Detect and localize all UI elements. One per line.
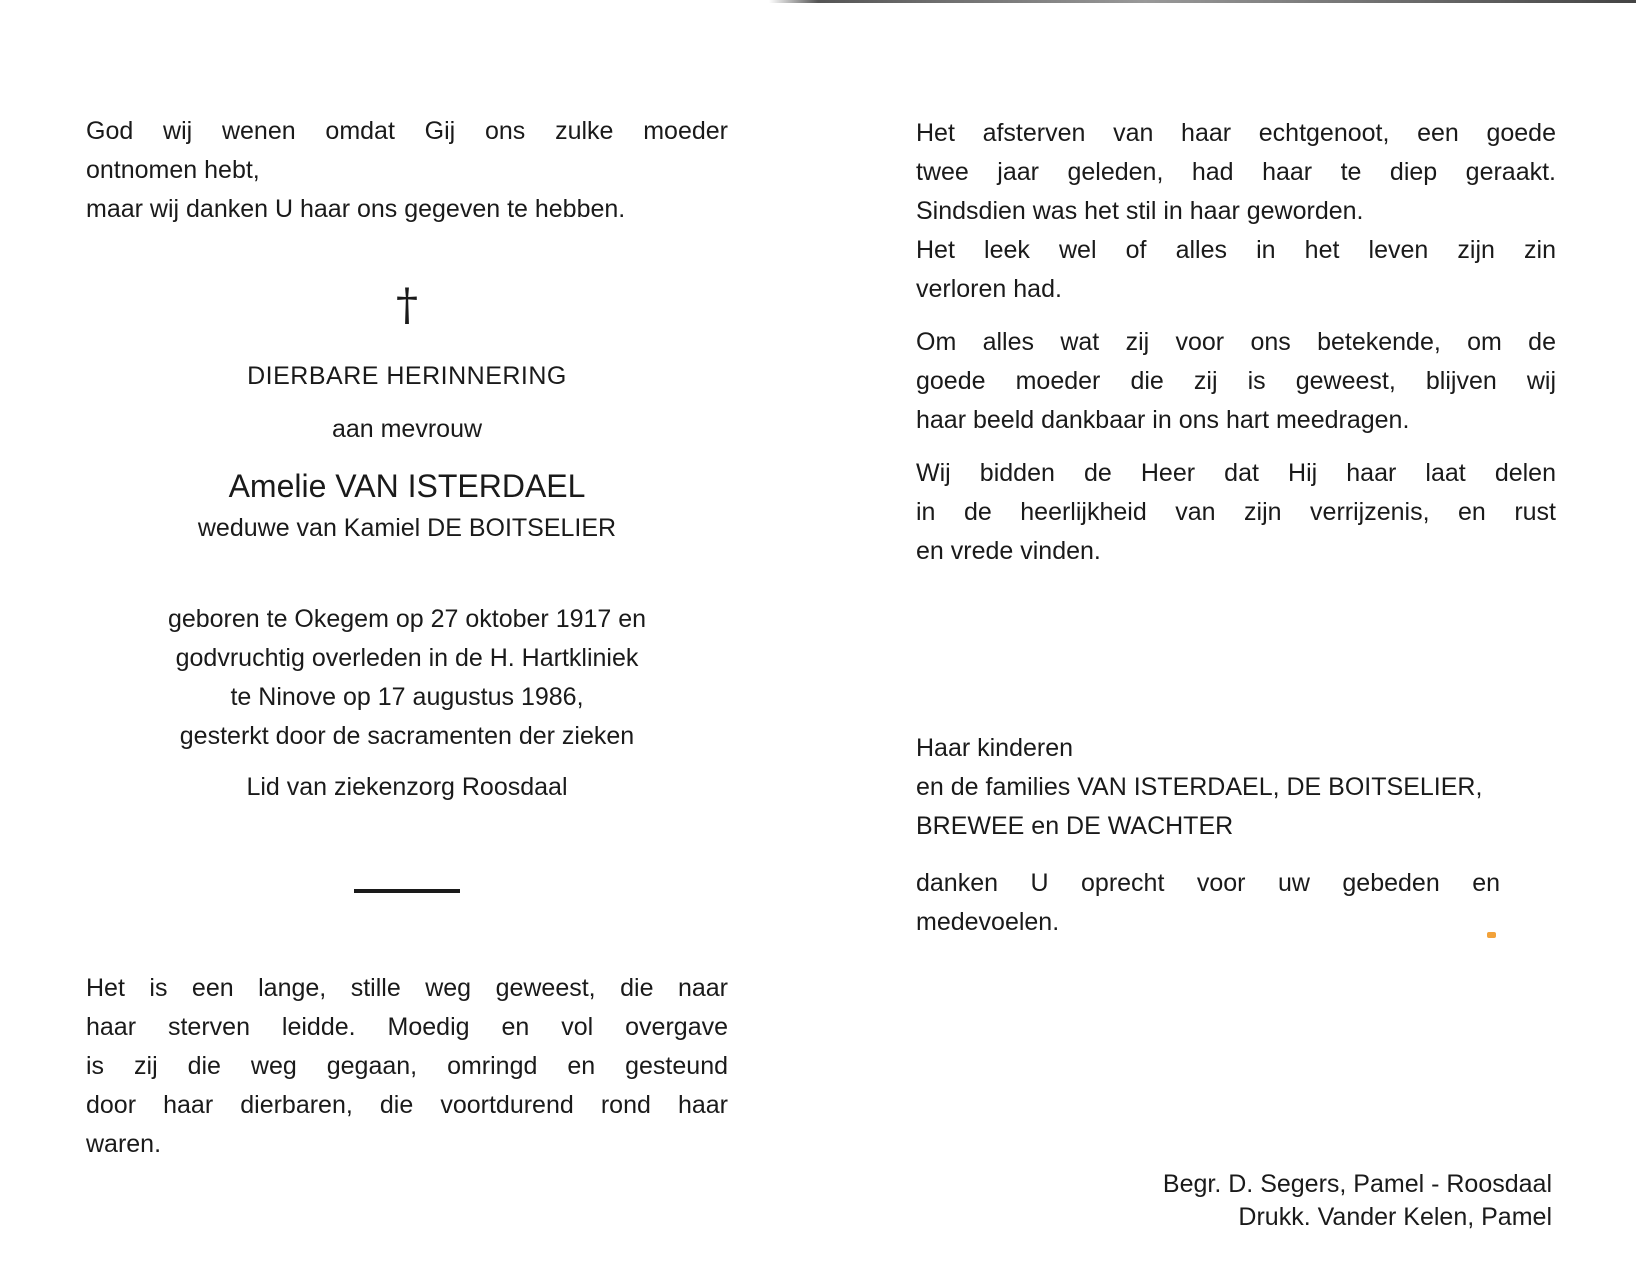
thanks-paragraph (916, 864, 1500, 942)
text-line: Het leek wel of alles in het leven zijn zin (916, 236, 1556, 264)
text-line: en vrede vinden. (916, 537, 1101, 565)
text-line: Wij bidden de Heer dat Hij haar laat delen (916, 459, 1556, 487)
text-line: Het afsterven van haar echtgenoot, een goede (916, 119, 1556, 147)
text-line: goede moeder die zij is geweest, blijven wij (916, 367, 1556, 395)
story-paragraph (86, 969, 728, 1164)
widow-of: weduwe van Kamiel DE BOITSELIER (197, 514, 617, 542)
membership: Lid van ziekenzorg Roosdaal (246, 773, 568, 801)
funeral-director: Begr. D. Segers, Pamel - Roosdaal (1162, 1170, 1552, 1198)
life-line: gesterkt door de sacramenten der zieken (179, 722, 635, 750)
text-line: verloren had. (916, 275, 1062, 303)
family-line: Haar kinderen (916, 734, 1074, 762)
paragraph-remembrance (916, 323, 1556, 440)
printer-credits (1163, 1168, 1552, 1234)
text-line: twee jaar geleden, had haar te diep geraakt. (916, 158, 1556, 186)
cross-icon: † (396, 280, 418, 331)
opening-verse (86, 112, 728, 229)
story-line: haar sterven leidde. Moedig en vol overgave (86, 1013, 728, 1041)
family-signature (916, 729, 1556, 846)
life-line: te Ninove op 17 augustus 1986, (230, 683, 584, 711)
memorial-heading: DIERBARE HERINNERING (247, 362, 567, 390)
printer: Drukk. Vander Kelen, Pamel (1238, 1203, 1552, 1231)
thanks-line: medevoelen. (916, 908, 1060, 936)
verse-line: ontnomen hebt, (86, 156, 260, 184)
card-top-edge (0, 0, 1636, 3)
deceased-name: Amelie VAN ISTERDAEL (228, 468, 586, 504)
left-panel (86, 112, 728, 1164)
verse-line: God wij wenen omdat Gij ons zulke moeder (86, 117, 728, 145)
text-line: in de heerlijkheid van zijn verrijzenis, en rust (916, 498, 1556, 526)
story-line: waren. (86, 1130, 162, 1158)
divider-rule (354, 889, 460, 893)
verse-line: maar wij danken U haar ons gegeven te hebben. (86, 195, 626, 223)
salutation: aan mevrouw (331, 415, 483, 443)
life-details (86, 600, 728, 756)
life-line: geboren te Okegem op 27 oktober 1917 en (167, 605, 647, 633)
paragraph-prayer (916, 454, 1556, 571)
paragraph-loss (916, 114, 1556, 231)
text-line: haar beeld dankbaar in ons hart meedragen. (916, 406, 1410, 434)
text-line: Sindsdien was het stil in haar geworden. (916, 197, 1364, 225)
life-line: godvruchtig overleden in de H. Hartkliniek (175, 644, 639, 672)
right-panel (916, 114, 1556, 942)
story-line: is zij die weg gegaan, omringd en gesteund (86, 1052, 728, 1080)
paragraph-meaning (916, 231, 1556, 309)
text-line: Om alles wat zij voor ons betekende, om de (916, 328, 1556, 356)
thanks-line: danken U oprecht voor uw gebeden en (916, 869, 1500, 897)
story-line: Het is een lange, stille weg geweest, die naar (86, 974, 728, 1002)
family-line: BREWEE en DE WACHTER (916, 812, 1234, 840)
ink-spot (1487, 932, 1496, 938)
story-line: door haar dierbaren, die voortdurend rond haar (86, 1091, 728, 1119)
family-line: en de families VAN ISTERDAEL, DE BOITSELIER, (916, 773, 1483, 801)
